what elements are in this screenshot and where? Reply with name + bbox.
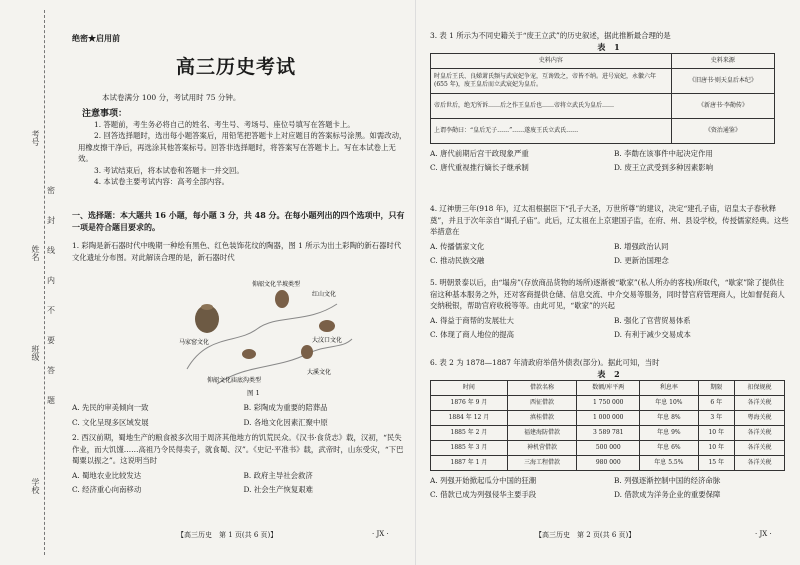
table-cell: 3 589 781 bbox=[577, 425, 640, 440]
option-c: C. 体现了商人地位的提高 bbox=[430, 330, 514, 340]
table-cell: 《新唐书·李勣传》 bbox=[671, 93, 774, 118]
question-5 bbox=[430, 277, 790, 341]
school-label: 学校 bbox=[31, 478, 40, 494]
question-stem: 2. 西汉前期，蜀地生产的粮食被多次用于周济其他地方的饥荒民众。《汉书·食货志》载，汉初，“民失作业，而大饥馑……高祖乃令民得卖子，就食蜀、汉”。《史记·平准书》载，武帝时，山东受灾，“下巴蜀粟以振之”。这说明当时 bbox=[72, 433, 404, 466]
option-a: A. 先民的审美倾向一致 bbox=[72, 403, 149, 412]
pottery-bowl-icon bbox=[319, 320, 335, 332]
table-cell: 《资治通鉴》 bbox=[671, 118, 774, 143]
option-c: C. 经济重心向南移动 bbox=[72, 485, 142, 495]
page-code: · JX · bbox=[372, 530, 389, 538]
table-cell: 神机营借款 bbox=[507, 440, 576, 455]
table-cell: 上谓李勣曰：“皇后无子……”……遂废王氏立武氏…… bbox=[431, 118, 672, 143]
table-cell: 1876 年 9 月 bbox=[431, 395, 508, 410]
table-cell: 1 000 000 bbox=[577, 410, 640, 425]
seal-word: 密 bbox=[47, 186, 55, 195]
option-d: D. 借款成为洋务企业的重要保障 bbox=[614, 490, 721, 500]
table-1 bbox=[430, 53, 775, 144]
option-b: B. 增强政治认同 bbox=[614, 241, 669, 251]
map-label: 红山文化 bbox=[312, 291, 337, 298]
option-b: B. 强化了官营贸易体系 bbox=[614, 315, 691, 325]
pottery-bowl-icon bbox=[242, 349, 256, 359]
pottery-jar-icon bbox=[201, 304, 213, 310]
table-cell: 各洋关税 bbox=[734, 440, 784, 455]
table-cell: 500 000 bbox=[577, 440, 640, 455]
table-cell: 1 750 000 bbox=[577, 395, 640, 410]
seal-line bbox=[44, 10, 45, 555]
seal-word: 题 bbox=[47, 396, 55, 405]
neolithic-site-map bbox=[177, 274, 357, 389]
table-row bbox=[431, 68, 775, 93]
option-b: B. 政府主导社会救济 bbox=[243, 470, 313, 480]
table-cell: 3 年 bbox=[698, 410, 734, 425]
table-cell: 时皇后王氏、良娣萧氏频与武宸妃争宠，互谗毁之，帝皆不纳。进号宸妃，永徽六年(655 年)，废王皇后而立武宸妃为皇后。 bbox=[431, 68, 672, 93]
table-row bbox=[431, 440, 785, 455]
table-cell: 福建海防借款 bbox=[507, 425, 576, 440]
option-d: D. 更新治国理念 bbox=[614, 256, 669, 266]
table-cell: 帝后世后，绝无所诉……后之作王皇后也……帝将立武氏为皇后…… bbox=[431, 93, 672, 118]
table-title: 表 2 bbox=[597, 368, 623, 379]
page-divider bbox=[415, 0, 416, 565]
table-header: 期限 bbox=[698, 381, 734, 396]
name-label: 姓名 bbox=[31, 245, 40, 261]
question-3 bbox=[430, 30, 790, 174]
table-cell: 年息 5.5% bbox=[640, 455, 698, 470]
table-cell: 各洋关税 bbox=[734, 455, 784, 470]
table-cell: 年息 6% bbox=[640, 440, 698, 455]
seal-word: 不 bbox=[47, 306, 55, 315]
table-cell: 1887 年 1 月 bbox=[431, 455, 508, 470]
pottery-jar-icon bbox=[275, 290, 289, 308]
exam-number-label: 考号 bbox=[31, 130, 40, 146]
question-stem: 6. 表 2 为 1878—1887 年清政府举借外债表(部分)。据此可知，当时 bbox=[430, 358, 660, 367]
table-row bbox=[431, 395, 785, 410]
table-header-row bbox=[431, 54, 775, 69]
page-code: · JX · bbox=[755, 530, 772, 538]
notes-list bbox=[78, 119, 408, 187]
page-footer: 【高三历史 第 2 页(共 6 页)】 bbox=[535, 531, 636, 539]
option-a: A. 得益于商帮的发展壮大 bbox=[430, 315, 514, 325]
table-cell: 各洋关税 bbox=[734, 395, 784, 410]
option-a: A. 蜀地农业比较发达 bbox=[72, 470, 142, 480]
page-2 bbox=[425, 0, 795, 565]
notes-heading: 注意事项： bbox=[82, 109, 128, 119]
table-header: 数额/库平两 bbox=[577, 381, 640, 396]
note-item: 1. 答题前，考生务必将自己的姓名、考生号、考场号、座位号填写在答题卡上。 bbox=[94, 120, 355, 129]
pottery-jar-icon bbox=[301, 345, 313, 359]
map-label: 大溪文化 bbox=[307, 369, 332, 376]
secret-mark: 绝密★启用前 bbox=[72, 33, 120, 43]
table-header: 史料来源 bbox=[671, 54, 774, 69]
question-6 bbox=[430, 357, 790, 501]
table-header-row bbox=[431, 381, 785, 396]
table-cell: 1885 年 3 月 bbox=[431, 440, 508, 455]
table-header: 史料内容 bbox=[431, 54, 672, 69]
table-row bbox=[431, 93, 775, 118]
question-stem: 4. 辽神册三年(918 年)，辽太祖根据臣下“孔子大圣，万世所尊”的建议，决定“建孔子庙，诏皇太子春秋释奠”，并且于次年亲自“谒孔子庙”。此后，辽太祖在上京建国子监，在府、州、县设学校，传授儒家经典。这些举措意在 bbox=[430, 204, 789, 237]
map-label: 大汶口文化 bbox=[312, 337, 343, 344]
table-2 bbox=[430, 380, 785, 471]
note-item: 2. 回答选择题时，选出每小题答案后，用铅笔把答题卡上对应题目的答案标号涂黑。如需改动，用橡皮擦干净后，再选涂其他答案标号。回答非选择题时，将答案写在答题卡上。写在本试卷上无效。 bbox=[78, 131, 407, 164]
figure-caption: 图 1 bbox=[247, 389, 260, 397]
table-cell: 980 000 bbox=[577, 455, 640, 470]
seal-word: 答 bbox=[47, 366, 55, 375]
table-row bbox=[431, 410, 785, 425]
table-cell: 6 年 bbox=[698, 395, 734, 410]
table-cell: 年息 9% bbox=[640, 425, 698, 440]
table-cell: 三海工程借款 bbox=[507, 455, 576, 470]
table-cell: 各洋关税 bbox=[734, 425, 784, 440]
question-stem: 1. 彩陶是新石器时代中晚期一种绘有黑色、红色装饰花纹的陶器，图 1 所示为出土彩陶的新石器时代文化遗址分布图。对此解读合理的是，新石器时代 bbox=[72, 241, 402, 262]
question-2 bbox=[72, 432, 407, 496]
table-header: 利息率 bbox=[640, 381, 698, 396]
map-label: 仰韶文化庙底沟类型 bbox=[207, 377, 262, 384]
table-cell: 10 年 bbox=[698, 425, 734, 440]
seal-word: 线 bbox=[47, 246, 55, 255]
table-cell: 西征借款 bbox=[507, 395, 576, 410]
exam-subtitle: 本试卷满分 100 分，考试用时 75 分钟。 bbox=[102, 93, 241, 102]
question-1-options bbox=[72, 402, 407, 428]
option-b: B. 列强逐渐控制中国的经济命脉 bbox=[614, 475, 721, 485]
table-title: 表 1 bbox=[597, 41, 623, 52]
table-cell: 1885 年 2 月 bbox=[431, 425, 508, 440]
option-d: D. 废王立武受到多种因素影响 bbox=[614, 163, 714, 173]
table-cell: 1884 年 12 月 bbox=[431, 410, 508, 425]
page-1 bbox=[62, 0, 410, 565]
table-cell: 10 年 bbox=[698, 440, 734, 455]
question-stem: 5. 明朝景泰以后，由“塌房”(存放商品货物的场所)逐渐被“歇家”(私人所办的客栈)所取代，“歇家”除了提供住宿这种基本服务之外，还对客商提供仓储、信息交流、中介交易等服务，同时替官府管理商人，比如督促商人交纳税银，帮助官府收税等等。由此可见，“歇家”的兴起 bbox=[430, 278, 785, 311]
option-d: D. 各地文化因素汇聚中原 bbox=[243, 417, 328, 427]
seal-word: 封 bbox=[47, 216, 55, 225]
option-b: B. 李勣在该事件中起决定作用 bbox=[614, 148, 713, 158]
option-c: C. 借款已成为列强侵华主要手段 bbox=[430, 490, 537, 500]
option-b: B. 彩陶成为重要的陪葬品 bbox=[243, 403, 328, 412]
table-cell: 年息 10% bbox=[640, 395, 698, 410]
table-header: 借款名称 bbox=[507, 381, 576, 396]
seal-word: 内 bbox=[47, 276, 55, 285]
table-header: 扣保规税 bbox=[734, 381, 784, 396]
table-row bbox=[431, 425, 785, 440]
option-a: A. 传播儒家文化 bbox=[430, 241, 485, 251]
note-item: 3. 考试结束后，将本试卷和答题卡一并交回。 bbox=[94, 165, 244, 175]
question-stem: 3. 表 1 所示为不同史籍关于“废王立武”的历史叙述，据此推断最合理的是 bbox=[430, 31, 671, 40]
seal-word: 要 bbox=[47, 336, 55, 345]
table-cell: 年息 8% bbox=[640, 410, 698, 425]
question-1 bbox=[72, 240, 407, 263]
option-a: A. 列强开始掀起瓜分中国的狂潮 bbox=[430, 475, 537, 485]
table-cell: 粤海关税 bbox=[734, 410, 784, 425]
option-c: C. 唐代重视推行嫡长子继承制 bbox=[430, 163, 529, 173]
note-item: 4. 本试卷主要考试内容：高考全部内容。 bbox=[94, 177, 230, 187]
option-d: D. 社会生产恢复艰难 bbox=[243, 485, 313, 495]
option-a: A. 唐代前期后宫干政现象严重 bbox=[430, 148, 529, 158]
page-footer: 【高三历史 第 1 页(共 6 页)】 bbox=[177, 531, 278, 539]
option-c: C. 推动民族交融 bbox=[430, 256, 485, 266]
table-row bbox=[431, 118, 775, 143]
map-label: 仰韶文化半坡类型 bbox=[252, 281, 301, 288]
table-header: 时间 bbox=[431, 381, 508, 396]
class-label: 班级 bbox=[31, 345, 40, 361]
table-cell: 滇桂借款 bbox=[507, 410, 576, 425]
table-row bbox=[431, 455, 785, 470]
table-cell: 《旧唐书·则天皇后本纪》 bbox=[671, 68, 774, 93]
table-cell: 15 年 bbox=[698, 455, 734, 470]
map-label: 马家窑文化 bbox=[179, 339, 210, 346]
section-heading: 一、选择题：本大题共 16 小题，每小题 3 分，共 48 分。在每小题列出的四个选项中，只有一项是符合题目要求的。 bbox=[72, 210, 405, 232]
exam-title: 高三历史考试 bbox=[175, 56, 296, 78]
option-d: D. 有利于减少交易成本 bbox=[614, 330, 691, 340]
question-4 bbox=[430, 203, 790, 267]
binding-strip bbox=[0, 0, 62, 565]
option-c: C. 文化呈现多区域发展 bbox=[72, 417, 149, 427]
